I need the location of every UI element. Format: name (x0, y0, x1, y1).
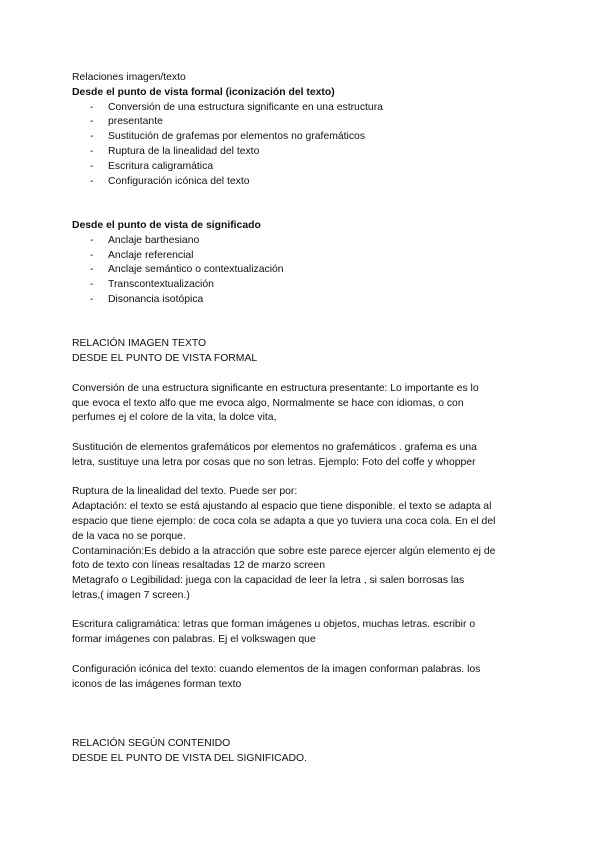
list-item: - presentante (90, 116, 163, 128)
paragraph-caligramatica: Escritura caligramática: letras que forman imágenes u objetos, muchas letras. escribir o formar imágenes con palabras. Ej el volkswagen que (72, 619, 476, 646)
paragraph-sustitucion: Sustitución de elementos grafemáticos por elementos no grafemáticos . grafema es una letra, sustituye una letra por cosas que no son letras. Ejemplo: Foto del coffe y whopper (72, 441, 477, 468)
list-item: - Transcontextualización (90, 279, 214, 291)
list-item: - Escritura caligramática (90, 160, 214, 172)
list-item: - Configuración icónica del texto (90, 175, 250, 187)
list-item: - Conversión de una estructura significante en una estructura (90, 101, 383, 113)
formal-list (72, 101, 532, 190)
contenido-title-1: RELACIÓN SEGÚN CONTENIDO (72, 737, 231, 749)
contenido-title-2: DESDE EL PUNTO DE VISTA DEL SIGNIFICADO. (72, 752, 307, 764)
formal-title-1: RELACIÓN IMAGEN TEXTO (72, 338, 207, 350)
heading-formal: Desde el punto de vista formal (iconización del texto) (72, 86, 335, 98)
paragraph-ruptura: Ruptura de la linealidad del texto. Puede ser por: Adaptación: el texto se está ajustando al espacio que tiene disponible. el texto se adapta al espacio que tiene ejemplo: de coca cola se adapta a que yo tuviera una coca cola. En el del de la vaca no se porque. Contaminación:Es debido a la atracción que sobre este parece ejercer algún elemento ej de foto de texto con líneas resaltadas 12 de marzo screen Metagrafo o Legibilidad: juega con la capacidad de leer la letra , si salen borrosas las letras,( imagen 7 screen.) (72, 486, 496, 601)
list-item: - Ruptura de la linealidad del texto (90, 145, 260, 157)
formal-title-2: DESDE EL PUNTO DE VISTA FORMAL (72, 353, 258, 365)
list-item: - Sustitución de grafemas por elementos no grafemáticos (90, 131, 366, 143)
paragraph-configuracion: Configuración icónica del texto: cuando elementos de la imagen conforman palabras. los iconos de las imágenes forman texto (72, 663, 481, 690)
document-page (72, 71, 532, 766)
list-item: - Disonancia isotópica (90, 293, 204, 305)
doc-title: Relaciones imagen/texto (72, 72, 186, 83)
list-item: - Anclaje barthesiano (90, 234, 200, 246)
list-item: - Anclaje referencial (90, 249, 194, 261)
significado-list (72, 234, 532, 308)
paragraph-conversion: Conversión de una estructura significante en estructura presentante: Lo importante es lo que evoca el texto alfo que me evoca algo, Normalmente se hace con idiomas, o con perfumes ej el colore de la vita, la dolce vita, (72, 382, 479, 424)
list-item: - Anclaje semántico o contextualización (90, 264, 284, 276)
heading-significado: Desde el punto de vista de significado (72, 219, 261, 231)
